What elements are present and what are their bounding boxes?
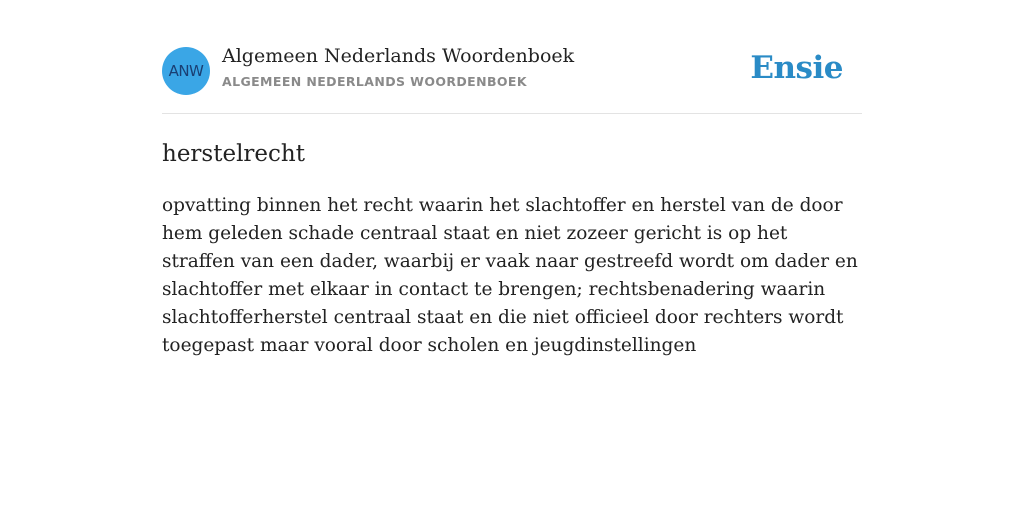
entry-definition: opvatting binnen het recht waarin het slachtoffer en herstel van de door hem geleden schade centraal staat en niet zozeer gericht is op het straffen van een dader, waarbij er vaak naar gestreefd wordt om dader en slachtoffer met elkaar in contact te brengen; rechtsbenadering waarin slachtofferherstel centraal staat en die niet officieel door rechters wordt toegepast maar vooral door scholen en jeugdinstellingen: [162, 195, 858, 356]
source-title[interactable]: Algemeen Nederlands Woordenboek: [222, 45, 575, 67]
source-subtitle: ALGEMEEN NEDERLANDS WOORDENBOEK: [222, 74, 527, 89]
anw-logo[interactable]: ANW: [162, 47, 210, 95]
definition-card: [162, 0, 862, 360]
entry-term: herstelrecht: [162, 141, 305, 167]
source-header: [162, 0, 862, 114]
ensie-logo[interactable]: Ensie: [750, 50, 843, 86]
